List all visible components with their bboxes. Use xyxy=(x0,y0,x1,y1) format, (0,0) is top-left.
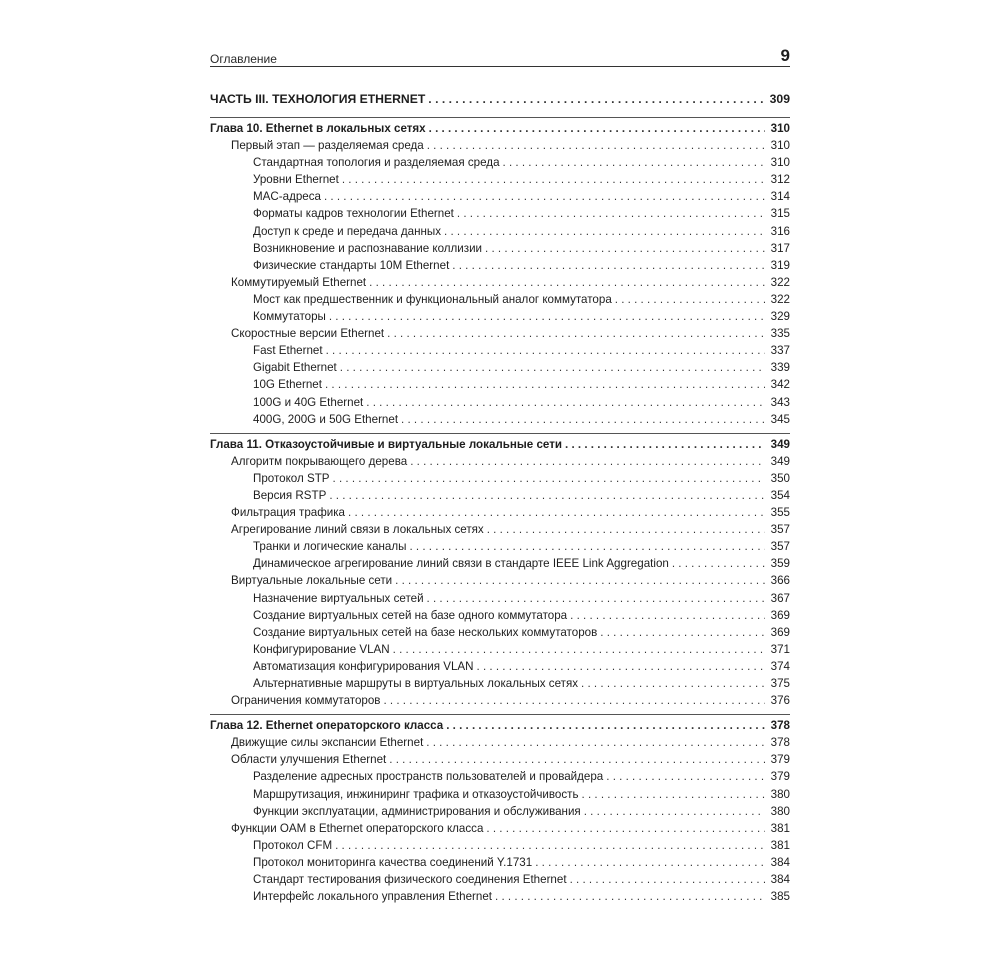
toc-entry-page: 310 xyxy=(770,122,790,135)
toc-entry-subsection[interactable] xyxy=(210,626,790,643)
dot-leader xyxy=(570,609,765,622)
toc-entry-section[interactable] xyxy=(210,753,790,770)
dot-leader xyxy=(427,592,765,605)
toc-entry-subsection[interactable] xyxy=(210,592,790,609)
toc-entry-subsection[interactable] xyxy=(210,225,790,242)
toc-entry-page: 381 xyxy=(770,821,790,835)
toc-entry-page: 322 xyxy=(770,292,790,306)
toc-entry-title: Ограничения коммутаторов xyxy=(231,694,381,708)
toc-entry-title: Gigabit Ethernet xyxy=(253,361,337,375)
toc-entry-title: Алгоритм покрывающего дерева xyxy=(231,454,408,468)
toc-entry-subsection[interactable] xyxy=(210,293,790,310)
toc-entry-page: 314 xyxy=(770,190,790,204)
dot-leader xyxy=(342,173,765,186)
dot-leader xyxy=(369,276,765,289)
toc-entry-page: 312 xyxy=(770,173,790,187)
toc-entry-subsection[interactable] xyxy=(210,259,790,276)
dot-leader xyxy=(495,890,765,903)
toc-entry-section[interactable] xyxy=(210,736,790,753)
toc-entry-page: 378 xyxy=(770,719,790,733)
toc-entry-title: Возникновение и распознавание коллизии xyxy=(253,241,483,255)
toc-entry-title: Протокол CFM xyxy=(253,838,333,852)
dot-leader xyxy=(324,190,765,203)
toc-entry-part[interactable] xyxy=(210,92,790,114)
dot-leader xyxy=(584,805,765,818)
toc-entry-title: Функции эксплуатации, администрирования и обслуживания xyxy=(253,804,581,818)
toc-entry-subsection[interactable] xyxy=(210,643,790,660)
dot-leader xyxy=(477,660,765,673)
toc-entry-subsection[interactable] xyxy=(210,540,790,557)
running-title: Оглавление xyxy=(210,52,277,66)
toc-entry-title: Стандартная топология и разделяемая среда xyxy=(253,156,500,170)
toc-entry-page: 355 xyxy=(770,506,790,520)
toc-entry-section[interactable] xyxy=(210,455,790,472)
toc-entry-page: 357 xyxy=(770,523,790,537)
toc-entry-page: 367 xyxy=(770,591,790,605)
toc-entry-page: 317 xyxy=(770,241,790,255)
dot-leader xyxy=(672,557,765,570)
toc-entry-chapter[interactable] xyxy=(210,719,790,736)
toc-entry-subsection[interactable] xyxy=(210,557,790,574)
dot-leader xyxy=(335,839,765,852)
toc-entry-page: 379 xyxy=(770,770,790,784)
toc-entry-subsection[interactable] xyxy=(210,344,790,361)
toc-entry-page: 376 xyxy=(770,694,790,708)
toc-entry-subsection[interactable] xyxy=(210,156,790,173)
dot-leader xyxy=(427,139,765,152)
toc-entry-subsection[interactable] xyxy=(210,361,790,378)
toc-entry-title: 10G Ethernet xyxy=(253,378,322,392)
dot-leader xyxy=(487,523,765,536)
toc-entry-subsection[interactable] xyxy=(210,190,790,207)
toc-entry-page: 345 xyxy=(770,412,790,426)
dot-leader xyxy=(452,259,765,272)
toc-entry-page: 380 xyxy=(770,804,790,818)
toc-entry-title: Интерфейс локального управления Ethernet xyxy=(253,890,492,904)
toc-entry-subsection[interactable] xyxy=(210,839,790,856)
toc-entry-title: Глава 12. Ethernet операторского класса xyxy=(210,719,444,733)
dot-leader xyxy=(428,92,765,106)
dot-leader xyxy=(333,472,765,485)
toc-entry-page: 381 xyxy=(770,838,790,852)
toc-entry-page: 342 xyxy=(770,378,790,392)
toc-entry-chapter[interactable] xyxy=(210,438,790,455)
toc-entry-page: 322 xyxy=(770,275,790,289)
toc-entry-title: Создание виртуальных сетей на базе одного коммутатора xyxy=(253,608,568,622)
toc-entry-subsection[interactable] xyxy=(210,472,790,489)
dot-leader xyxy=(409,540,765,553)
toc-entry-section[interactable] xyxy=(210,139,790,156)
toc-entry-subsection[interactable] xyxy=(210,413,790,430)
toc-entry-page: 385 xyxy=(770,890,790,904)
dot-leader xyxy=(582,788,765,801)
dot-leader xyxy=(401,413,765,426)
toc-entry-section[interactable] xyxy=(210,574,790,591)
toc-entry-page: 316 xyxy=(770,224,790,238)
running-head xyxy=(210,40,790,66)
toc-entry-chapter[interactable] xyxy=(210,122,790,139)
dot-leader xyxy=(606,770,765,783)
toc-entry-title: MAC-адреса xyxy=(253,190,321,204)
header-rule xyxy=(210,66,790,67)
toc-entry-title: Динамическое агрегирование линий связи в стандарте IEEE Link Aggregation xyxy=(253,557,669,571)
toc-entry-title: Области улучшения Ethernet xyxy=(231,753,387,767)
toc-entry-title: Глава 11. Отказоустойчивые и виртуальные локальные сети xyxy=(210,437,563,451)
toc-entry-page: 380 xyxy=(770,787,790,801)
toc-entry-title: Движущие силы экспансии Ethernet xyxy=(231,736,424,750)
toc-entry-subsection[interactable] xyxy=(210,788,790,805)
toc-entry-subsection[interactable] xyxy=(210,873,790,890)
dot-leader xyxy=(570,873,765,886)
dot-leader xyxy=(340,361,765,374)
dot-leader xyxy=(485,242,765,255)
dot-leader xyxy=(565,438,765,451)
toc-entry-subsection[interactable] xyxy=(210,242,790,259)
dot-leader xyxy=(326,344,765,357)
toc-entry-section[interactable] xyxy=(210,506,790,523)
toc-entry-title: Мост как предшественник и функциональный аналог коммутатора xyxy=(253,292,612,306)
toc-entry-page: 335 xyxy=(770,327,790,341)
toc-entry-title: Первый этап — разделяемая среда xyxy=(231,139,424,153)
toc-entry-page: 375 xyxy=(770,677,790,690)
dot-leader xyxy=(366,396,765,409)
toc-entry-title: Стандарт тестирования физического соединения Ethernet xyxy=(253,873,567,887)
toc-entry-subsection[interactable] xyxy=(210,173,790,190)
toc-entry-section[interactable] xyxy=(210,276,790,293)
toc-entry-title: Агрегирование линий связи в локальных сетях xyxy=(231,523,484,537)
toc-entry-page: 319 xyxy=(770,258,790,272)
toc-entry-title: ЧАСТЬ III. ТЕХНОЛОГИЯ ETHERNET xyxy=(210,92,426,106)
toc-entry-title: Протокол мониторинга качества соединений Y.1731 xyxy=(253,855,533,869)
toc-entry-page: 366 xyxy=(770,574,790,588)
dot-leader xyxy=(426,736,765,749)
dot-leader xyxy=(457,207,765,220)
toc-entry-title: Форматы кадров технологии Ethernet xyxy=(253,207,454,221)
toc-entry-subsection[interactable] xyxy=(210,396,790,413)
dot-leader xyxy=(387,327,765,340)
toc-entry-title: Коммутируемый Ethernet xyxy=(231,275,367,289)
dot-leader xyxy=(600,626,765,639)
toc-entry-title: Разделение адресных пространств пользователей и провайдера xyxy=(253,770,604,784)
toc-entry-title: Назначение виртуальных сетей xyxy=(253,591,424,605)
dot-leader xyxy=(325,378,765,391)
toc-entry-subsection[interactable] xyxy=(210,310,790,327)
toc-entry-page: 379 xyxy=(770,753,790,767)
toc-entry-subsection[interactable] xyxy=(210,890,790,907)
toc-entry-page: 357 xyxy=(770,540,790,554)
toc-entry-page: 349 xyxy=(770,454,790,468)
dot-leader xyxy=(383,694,765,707)
chapter-separator xyxy=(210,117,790,118)
table-of-contents xyxy=(210,92,790,907)
toc-entry-page: 310 xyxy=(770,156,790,170)
toc-entry-subsection[interactable] xyxy=(210,609,790,626)
toc-entry-title: Конфигурирование VLAN xyxy=(253,642,390,656)
chapter-separator xyxy=(210,714,790,715)
toc-entry-subsection[interactable] xyxy=(210,489,790,506)
toc-entry-page: 384 xyxy=(770,873,790,887)
toc-entry-page: 349 xyxy=(770,437,790,451)
toc-entry-page: 359 xyxy=(770,557,790,571)
toc-entry-title: Глава 10. Ethernet в локальных сетях xyxy=(210,122,426,135)
toc-entry-page: 350 xyxy=(770,471,790,485)
toc-entry-title: Уровни Ethernet xyxy=(253,173,339,187)
dot-leader xyxy=(581,677,765,690)
toc-entry-page: 354 xyxy=(770,488,790,502)
toc-entry-page: 369 xyxy=(770,625,790,639)
dot-leader xyxy=(410,455,765,468)
toc-entry-section[interactable] xyxy=(210,523,790,540)
toc-entry-page: 337 xyxy=(770,344,790,358)
toc-entry-title: Протокол STP xyxy=(253,471,330,485)
toc-entry-subsection[interactable] xyxy=(210,677,790,694)
toc-entry-title: Фильтрация трафика xyxy=(231,506,346,520)
chapter-separator xyxy=(210,433,790,434)
toc-entry-page: 315 xyxy=(770,207,790,221)
toc-entry-page: 371 xyxy=(770,642,790,656)
toc-entry-page: 384 xyxy=(770,855,790,869)
toc-entry-page: 343 xyxy=(770,395,790,409)
toc-entry-section[interactable] xyxy=(210,327,790,344)
dot-leader xyxy=(486,822,765,835)
toc-entry-title: Функции OAM в Ethernet операторского класса xyxy=(231,821,484,835)
toc-entry-title: Транки и логические каналы xyxy=(253,540,407,554)
toc-entry-page: 378 xyxy=(770,736,790,750)
toc-entry-title: 100G и 40G Ethernet xyxy=(253,395,364,409)
toc-entry-title: Альтернативные маршруты в виртуальных локальных сетях xyxy=(253,677,579,690)
dot-leader xyxy=(329,489,765,502)
dot-leader xyxy=(444,225,765,238)
toc-entry-page: 339 xyxy=(770,361,790,375)
dot-leader xyxy=(429,122,765,135)
toc-entry-page: 329 xyxy=(770,310,790,324)
dot-leader xyxy=(615,293,765,306)
toc-entry-title: 400G, 200G и 50G Ethernet xyxy=(253,412,399,426)
toc-entry-page: 309 xyxy=(769,92,790,106)
toc-entry-title: Доступ к среде и передача данных xyxy=(253,224,442,238)
toc-page xyxy=(210,40,790,904)
toc-entry-page: 310 xyxy=(770,139,790,153)
toc-entry-title: Fast Ethernet xyxy=(253,344,323,358)
toc-entry-title: Коммутаторы xyxy=(253,310,326,324)
toc-entry-subsection[interactable] xyxy=(210,805,790,822)
dot-leader xyxy=(535,856,765,869)
toc-entry-title: Виртуальные локальные сети xyxy=(231,574,393,588)
toc-entry-title: Скоростные версии Ethernet xyxy=(231,327,385,341)
dot-leader xyxy=(395,574,765,587)
toc-entry-subsection[interactable] xyxy=(210,378,790,395)
dot-leader xyxy=(446,719,765,732)
toc-entry-subsection[interactable] xyxy=(210,856,790,873)
toc-entry-section[interactable] xyxy=(210,822,790,839)
page-number: 9 xyxy=(780,46,790,65)
toc-entry-title: Физические стандарты 10M Ethernet xyxy=(253,258,450,272)
toc-entry-title: Автоматизация конфигурирования VLAN xyxy=(253,659,474,673)
toc-entry-page: 374 xyxy=(770,659,790,673)
toc-entry-subsection[interactable] xyxy=(210,660,790,677)
toc-entry-section[interactable] xyxy=(210,694,790,711)
dot-leader xyxy=(393,643,765,656)
toc-entry-subsection[interactable] xyxy=(210,770,790,787)
dot-leader xyxy=(329,310,765,323)
dot-leader xyxy=(503,156,765,169)
toc-entry-title: Версия RSTP xyxy=(253,488,327,502)
toc-entry-title: Создание виртуальных сетей на базе нескольких коммутаторов xyxy=(253,625,598,639)
dot-leader xyxy=(389,753,765,766)
toc-entry-page: 369 xyxy=(770,608,790,622)
toc-entry-title: Маршрутизация, инжиниринг трафика и отказоустойчивость xyxy=(253,787,579,801)
toc-entry-subsection[interactable] xyxy=(210,207,790,224)
dot-leader xyxy=(348,506,765,519)
